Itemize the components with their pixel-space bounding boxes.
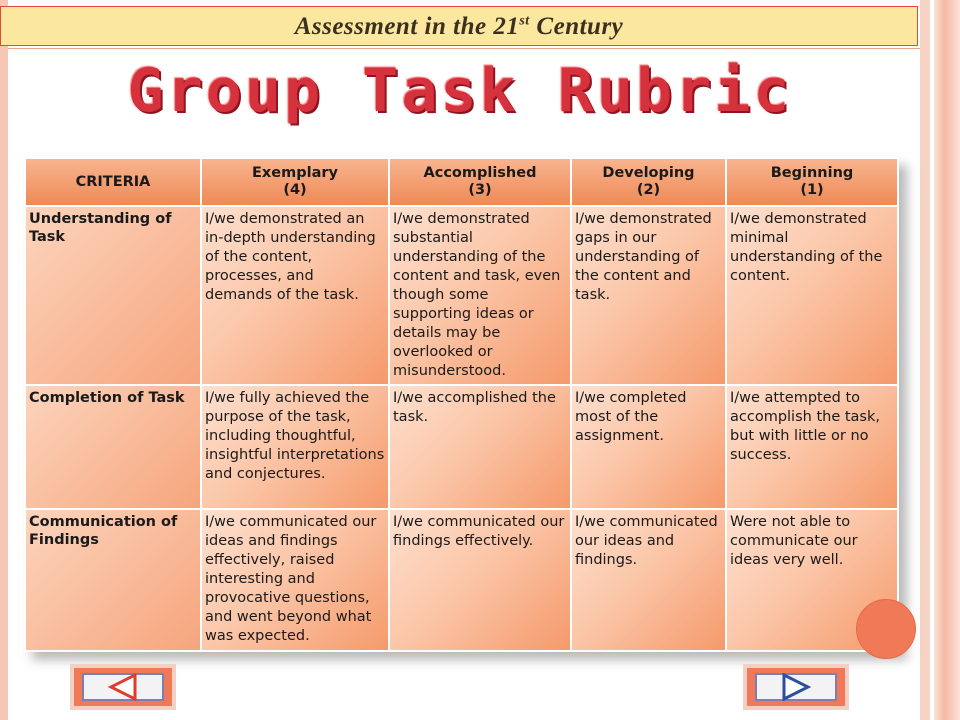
slide-frame-right-inner [920,0,930,720]
header-title-superscript: st [519,13,530,29]
table-cell: Were not able to communicate our ideas very well. [726,509,898,651]
header-criteria-label: CRITERIA [75,173,151,190]
header-bar [0,6,918,46]
previous-button-face[interactable] [82,673,164,701]
triangle-right-icon [781,673,811,701]
next-slide-button[interactable] [743,664,849,710]
rubric-table [24,157,899,652]
header-accomplished-label: Accomplished [423,165,537,181]
table-cell: I/we accomplished the task. [389,385,571,509]
next-button-face[interactable] [755,673,837,701]
table-header-row [25,158,898,206]
rubric-title: Group Task Rubric [127,56,793,126]
header-beginning [726,158,898,206]
header-title-suffix: Century [529,13,624,40]
header-title-prefix: Assessment in the 21 [294,13,520,40]
table-cell: I/we attempted to accomplish the task, but with little or no success. [726,385,898,509]
header-developing-label: Developing [602,165,695,181]
header-accomplished [389,158,571,206]
criterion-cell: Understanding of Task [25,206,201,385]
previous-slide-button[interactable] [70,664,176,710]
criterion-cell: Completion of Task [25,385,201,509]
header-developing-score: (2) [636,182,661,198]
table-cell: I/we communicated our findings effectively. [389,509,571,651]
criterion-cell: Communication of Findings [25,509,201,651]
table-row [25,385,898,509]
table-cell: I/we completed most of the assignment. [571,385,726,509]
table-cell: I/we demonstrated minimal understanding of the content. [726,206,898,385]
table-cell: I/we communicated our ideas and findings effectively, raised interesting and provocative questions, and went beyond what was expected. [201,509,389,651]
slide-frame-right-outer [934,0,960,720]
header-title [1,13,917,41]
table-cell: I/we fully achieved the purpose of the task, including thoughtful, insightful interpretations and conjectures. [201,385,389,509]
table-cell: I/we demonstrated an in-depth understanding of the content, processes, and demands of the task. [201,206,389,385]
header-exemplary-label: Exemplary [252,165,338,181]
header-divider [8,48,920,49]
header-developing [571,158,726,206]
header-exemplary [201,158,389,206]
triangle-left-icon [108,673,138,701]
header-exemplary-score: (4) [283,182,307,198]
table-cell: I/we demonstrated substantial understanding of the content and task, even though some supporting ideas or details may be overlooked or misunderstood. [389,206,571,385]
table-row [25,206,898,385]
header-accomplished-score: (3) [468,182,492,198]
table-cell: I/we communicated our ideas and findings. [571,509,726,651]
table-cell: I/we demonstrated gaps in our understanding of the content and task. [571,206,726,385]
header-beginning-label: Beginning [770,165,854,181]
header-beginning-score: (1) [800,182,824,198]
header-criteria [25,158,201,206]
decorative-circle [856,599,916,659]
table-row [25,509,898,651]
